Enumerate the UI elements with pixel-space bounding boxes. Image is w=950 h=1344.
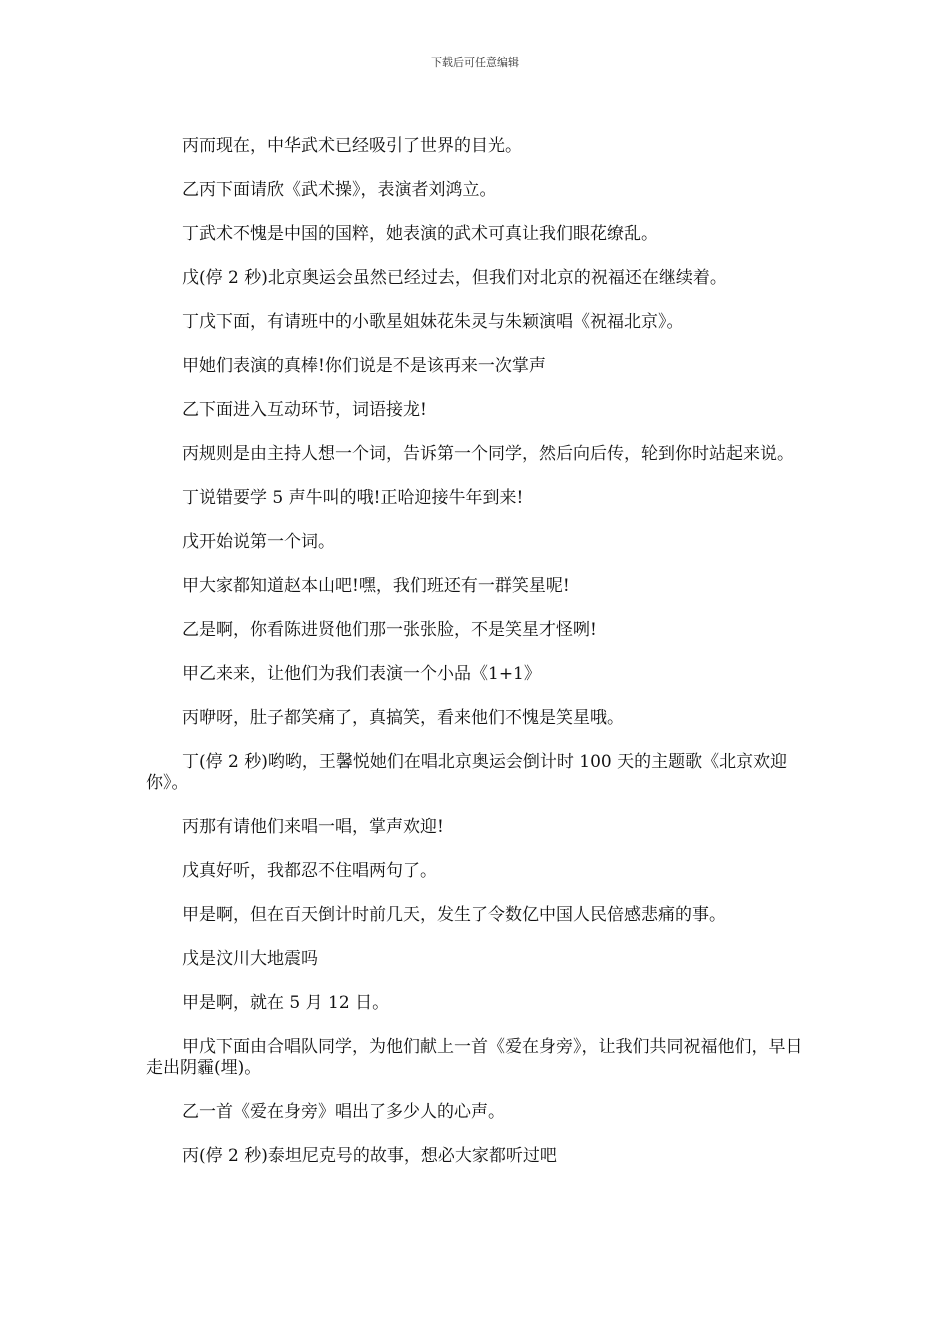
paragraph: 戊是汶川大地震吗 <box>182 949 318 969</box>
paragraph: 丁戊下面，有请班中的小歌星姐妹花朱灵与朱颖演唱《祝福北京》。 <box>182 312 684 332</box>
document-body <box>146 136 806 1190</box>
page-header: 下载后可任意编辑 <box>431 56 519 69</box>
paragraph: 丁武术不愧是中国的国粹，她表演的武术可真让我们眼花缭乱。 <box>182 224 658 244</box>
paragraph: 丁(停 2 秒)哟哟，王馨悦她们在唱北京奥运会倒计时 100 天的主题歌《北京欢迎你》。 <box>146 752 788 793</box>
paragraph: 丙而现在，中华武术已经吸引了世界的目光。 <box>182 136 522 156</box>
paragraph: 乙一首《爱在身旁》唱出了多少人的心声。 <box>182 1102 505 1122</box>
paragraph: 甲乙来来，让他们为我们表演一个小品《1+1》 <box>182 664 541 684</box>
paragraph: 丁说错要学 5 声牛叫的哦!正哈迎接牛年到来! <box>182 488 524 508</box>
paragraph: 丙咿呀，肚子都笑痛了，真搞笑，看来他们不愧是笑星哦。 <box>182 708 624 728</box>
paragraph: 甲大家都知道赵本山吧!嘿，我们班还有一群笑星呢! <box>182 576 570 596</box>
paragraph: 甲是啊，但在百天倒计时前几天，发生了令数亿中国人民倍感悲痛的事。 <box>182 905 726 925</box>
paragraph: 甲戊下面由合唱队同学，为他们献上一首《爱在身旁》，让我们共同祝福他们，早日走出阴霾(埋)。 <box>146 1037 803 1078</box>
paragraph: 乙是啊，你看陈进贤他们那一张张脸，不是笑星才怪咧! <box>182 620 597 640</box>
paragraph: 甲她们表演的真棒!你们说是不是该再来一次掌声 <box>182 356 546 376</box>
paragraph: 甲是啊，就在 5 月 12 日。 <box>182 993 390 1013</box>
paragraph: 戊开始说第一个词。 <box>182 532 335 552</box>
paragraph: 戊(停 2 秒)北京奥运会虽然已经过去，但我们对北京的祝福还在继续着。 <box>182 268 727 288</box>
paragraph: 丙(停 2 秒)泰坦尼克号的故事，想必大家都听过吧 <box>182 1146 557 1166</box>
paragraph: 戊真好听，我都忍不住唱两句了。 <box>182 861 437 881</box>
paragraph: 丙那有请他们来唱一唱，掌声欢迎! <box>182 817 444 837</box>
paragraph: 乙丙下面请欣《武术操》，表演者刘鸿立。 <box>182 180 497 200</box>
paragraph: 丙规则是由主持人想一个词，告诉第一个同学，然后向后传，轮到你时站起来说。 <box>182 444 794 464</box>
paragraph: 乙下面进入互动环节，词语接龙! <box>182 400 427 420</box>
